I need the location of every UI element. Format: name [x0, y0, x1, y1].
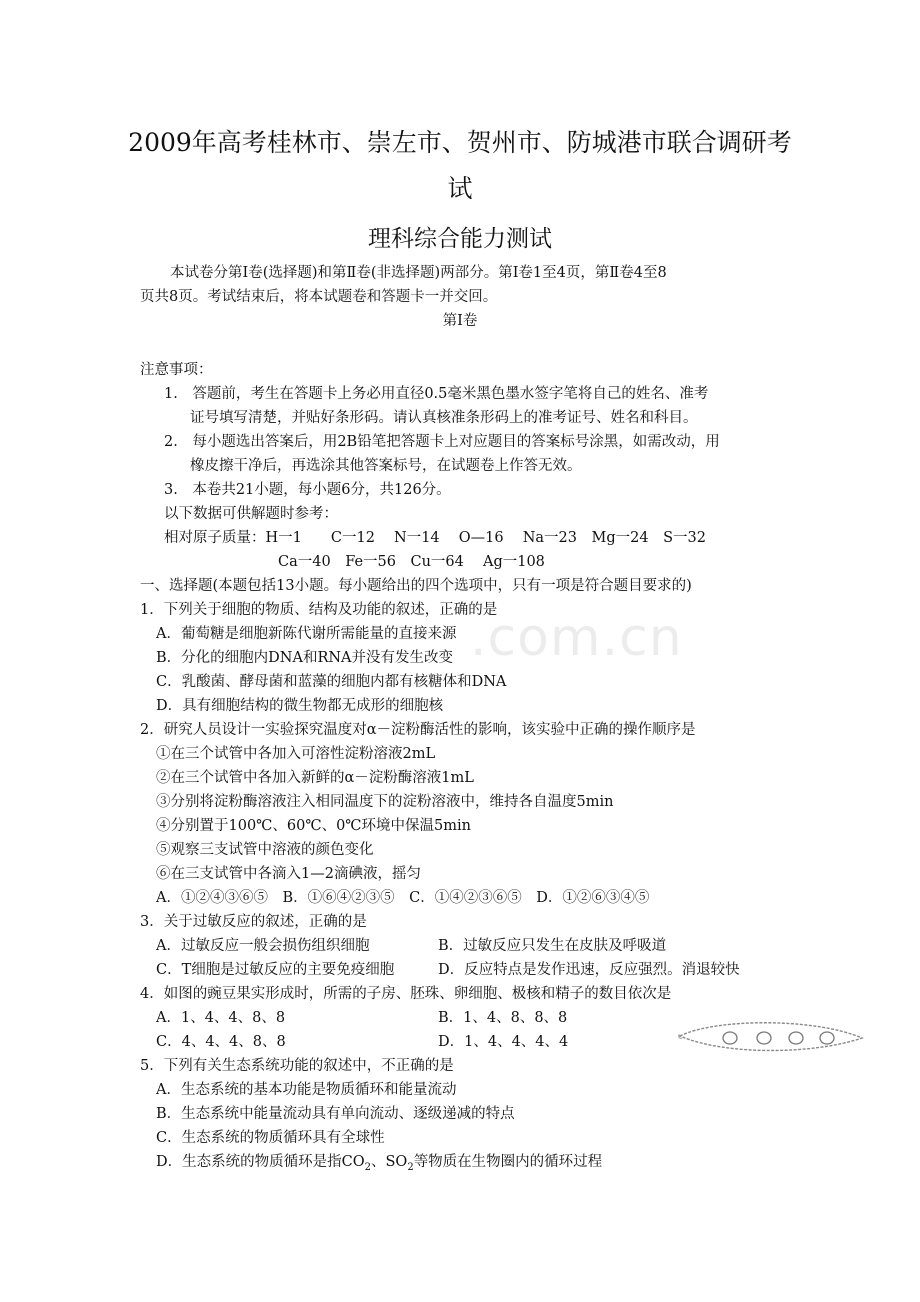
atomic-mass-line1: 相对原子质量：H一1 C一12 N一14 O—16 Na一23 Mg一24 S一32	[164, 530, 706, 546]
atomic-mass-line2: Ca一40 Fe一56 Cu一64 Ag一108	[278, 554, 545, 570]
intro-line1: 本试卷分第Ⅰ卷(选择题)和第Ⅱ卷(非选择题)两部分。第Ⅰ卷1至4页，第Ⅱ卷4至8	[170, 265, 667, 281]
q5-option-d	[156, 1150, 602, 1173]
pea-pod-figure	[676, 1016, 866, 1062]
q1-option-a: A．葡萄糖是细胞新陈代谢所需能量的直接来源	[156, 626, 457, 642]
question-5: 5．下列有关生态系统功能的叙述中，不正确的是	[140, 1058, 454, 1074]
q3-option-c: C．T细胞是过敏反应的主要免疫细胞	[156, 962, 395, 978]
q2-step-1: ①在三个试管中各加入可溶性淀粉溶液2mL	[156, 746, 436, 762]
q5-option-b: B．生态系统中能量流动具有单向流动、逐级递减的特点	[156, 1106, 515, 1122]
note1-line2: 证号填写清楚，并贴好条形码。请认真核准条形码上的准考证号、姓名和科目。	[190, 410, 698, 426]
q4-option-b: B．1、4、8、8、8	[438, 1010, 568, 1026]
watermark: .com.cn	[470, 608, 683, 668]
q5d-text-start: D．生态系统的物质循环是指CO	[156, 1154, 365, 1170]
q4-option-a: A．1、4、4、8、8	[156, 1010, 286, 1026]
q2-options: A．①②④③⑥⑤ B．①⑥④②③⑤ C．①④②③⑥⑤ D．①②⑥③④⑤	[156, 890, 650, 906]
q2-step-2: ②在三个试管中各加入新鲜的α－淀粉酶溶液1mL	[156, 770, 474, 786]
question-3: 3．关于过敏反应的叙述，正确的是	[140, 914, 367, 930]
doc-title-line1: 2009年高考桂林市、崇左市、贺州市、防城港市联合调研考	[128, 128, 792, 157]
q1-option-b: B．分化的细胞内DNA和RNA并没有发生改变	[156, 650, 454, 666]
note2-line2: 橡皮擦干净后，再选涂其他答案标号，在试题卷上作答无效。	[190, 458, 582, 474]
part1-heading: 第Ⅰ卷	[442, 313, 478, 329]
q2-step-3: ③分别将淀粉酶溶液注入相同温度下的淀粉溶液中，维持各自温度5min	[156, 794, 614, 810]
q2-step-4: ④分别置于100℃、60℃、0℃环境中保温5min	[156, 818, 471, 834]
q3-option-d: D．反应特点是发作迅速，反应强烈。消退较快	[438, 962, 740, 978]
note3: 3. 本卷共21小题，每小题6分，共126分。	[164, 482, 451, 498]
q2-step-6: ⑥在三支试管中各滴入1—2滴碘液，摇匀	[156, 866, 421, 882]
q4-option-c: C．4、4、4、8、8	[156, 1034, 286, 1050]
q5-option-a: A．生态系统的基本功能是物质循环和能量流动	[156, 1082, 457, 1098]
q5-option-c: C．生态系统的物质循环具有全球性	[156, 1130, 385, 1146]
question-4: 4．如图的豌豆果实形成时，所需的子房、胚珠、卵细胞、极核和精子的数目依次是	[140, 986, 672, 1002]
note2-line1: 2. 每小题选出答案后，用2B铅笔把答题卡上对应题目的答案标号涂黑，如需改动，用	[164, 434, 720, 450]
section-heading: 一、选择题(本题包括13小题。每小题给出的四个选项中，只有一项是符合题目要求的)	[140, 578, 692, 594]
question-2: 2．研究人员设计一实验探究温度对α－淀粉酶活性的影响，该实验中正确的操作顺序是	[140, 722, 696, 738]
question-1: 1．下列关于细胞的物质、结构及功能的叙述，正确的是	[140, 602, 498, 618]
doc-title-line2: 试	[447, 174, 473, 203]
data-reference: 以下数据可供解题时参考：	[164, 506, 338, 522]
q1-option-d: D．具有细胞结构的微生物都无成形的细胞核	[156, 698, 444, 714]
q5d-text-mid: 、SO	[370, 1154, 408, 1170]
notes-heading: 注意事项：	[140, 362, 213, 378]
q3-option-a: A．过敏反应一般会损伤组织细胞	[156, 938, 370, 954]
q1-option-c: C．乳酸菌、酵母菌和蓝藻的细胞内都有核糖体和DNA	[156, 674, 507, 690]
q3-option-b: B．过敏反应只发生在皮肤及呼吸道	[438, 938, 667, 954]
q5d-text-end: 等物质在生物圈内的循环过程	[413, 1154, 603, 1170]
note1-line1: 1. 答题前，考生在答题卡上务必用直径0.5毫米黑色墨水签字笔将自己的姓名、准考	[164, 386, 709, 402]
q5d-subscript-2: 2	[407, 1161, 414, 1173]
doc-subtitle: 理科综合能力测试	[368, 226, 552, 252]
intro-line2: 页共8页。考试结束后，将本试题卷和答题卡一并交回。	[140, 289, 498, 305]
q4-option-d: D．1、4、4、4、4	[438, 1034, 569, 1050]
q5d-subscript-1: 2	[364, 1161, 371, 1173]
q2-step-5: ⑤观察三支试管中溶液的颜色变化	[156, 842, 374, 858]
